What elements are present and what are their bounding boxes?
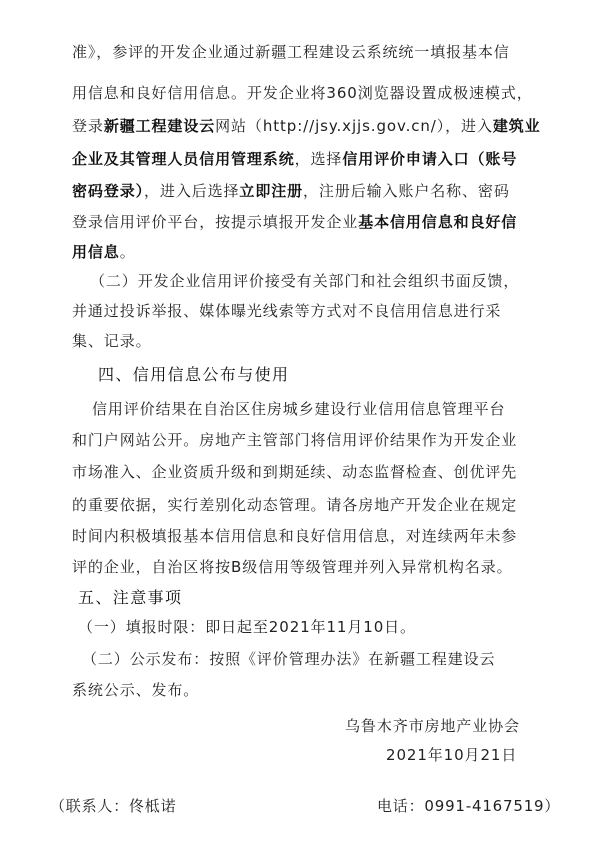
text-segment: ，进入后选择 (144, 182, 240, 200)
contact-person: （联系人：佟柢诺 (50, 797, 177, 815)
bold-segment: 基本信用信息和良好信 (358, 213, 518, 231)
section5-line3: 系统公示、发布。 (72, 681, 200, 699)
section4-line4: 的重要依据，实行差别化动态管理。请各房地产开发企业在规定 (72, 496, 518, 514)
paragraph2-line3: 集、记录。 (72, 332, 152, 350)
section4-line1: 信用评价结果在自治区住房城乡建设行业信用信息管理平台 (92, 400, 506, 418)
section4-line6: 评的企业，自治区将按B级信用等级管理并列入异常机构名录。 (72, 558, 513, 576)
bold-segment: 新疆工程建设云 (103, 117, 216, 135)
text-segment: 。 (119, 243, 136, 261)
bold-segment: 建筑业 (492, 117, 541, 135)
paragraph1-line3 (72, 115, 541, 137)
bold-segment: 立即注册 (239, 182, 304, 200)
paragraph1-line4 (72, 148, 517, 170)
paragraph1-line1: 准》，参评的开发企业通过新疆工程建设云系统统一填报基本信 (72, 43, 510, 61)
signature-organization: 乌鲁木齐市房地产业协会 (345, 717, 520, 735)
bold-segment: 信用评价申请入口（账号 (342, 150, 518, 168)
section5-line1: （一）填报时限：即日起至2021年11月10日。 (78, 618, 416, 636)
paragraph2-line1: （二）开发企业信用评价接受有关部门和社会组织书面反馈， (90, 272, 520, 290)
bold-segment: 用信息 (72, 243, 120, 261)
section4-line5: 时间内积极填报基本信用信息和良好信用信息，对连续两年未参 (72, 527, 518, 545)
signature-date: 2021年10月21日 (386, 746, 518, 764)
text-segment: 登录 (72, 117, 104, 135)
section5-heading: 五、注意事项 (78, 588, 183, 607)
section4-line3: 市场准入、企业资质升级和到期延续、动态监督检查、创优评先 (72, 463, 518, 481)
section5-line2: （二）公示发布：按照《评价管理办法》在新疆工程建设云 (82, 650, 496, 668)
bold-segment: 密码登录） (72, 182, 145, 200)
text-segment: ，选择 (294, 150, 343, 168)
paragraph1-line5 (72, 180, 510, 202)
text-segment: ，注册后输入账户名称、密码 (303, 182, 510, 200)
contact-phone: 电话：0991-4167519） (377, 797, 561, 815)
paragraph1-line2: 用信息和良好信用信息。开发企业将360浏览器设置成极速模式， (72, 84, 533, 102)
section4-line2: 和门户网站公开。房地产主管部门将信用评价结果作为开发企业 (72, 431, 518, 449)
paragraph1-line7 (72, 241, 136, 263)
paragraph1-line6 (72, 211, 517, 233)
paragraph2-line2: 并通过投诉举报、媒体曝光线索等方式对不良信用信息进行采 (72, 302, 502, 320)
text-segment: 登录信用评价平台，按提示填报开发企业 (72, 213, 359, 231)
bold-segment: 企业及其管理人员信用管理系统 (72, 150, 295, 168)
text-segment: 网站（http://jsy.xjjs.gov.cn/），进入 (215, 117, 493, 135)
section4-heading: 四、信用信息公布与使用 (98, 365, 290, 384)
